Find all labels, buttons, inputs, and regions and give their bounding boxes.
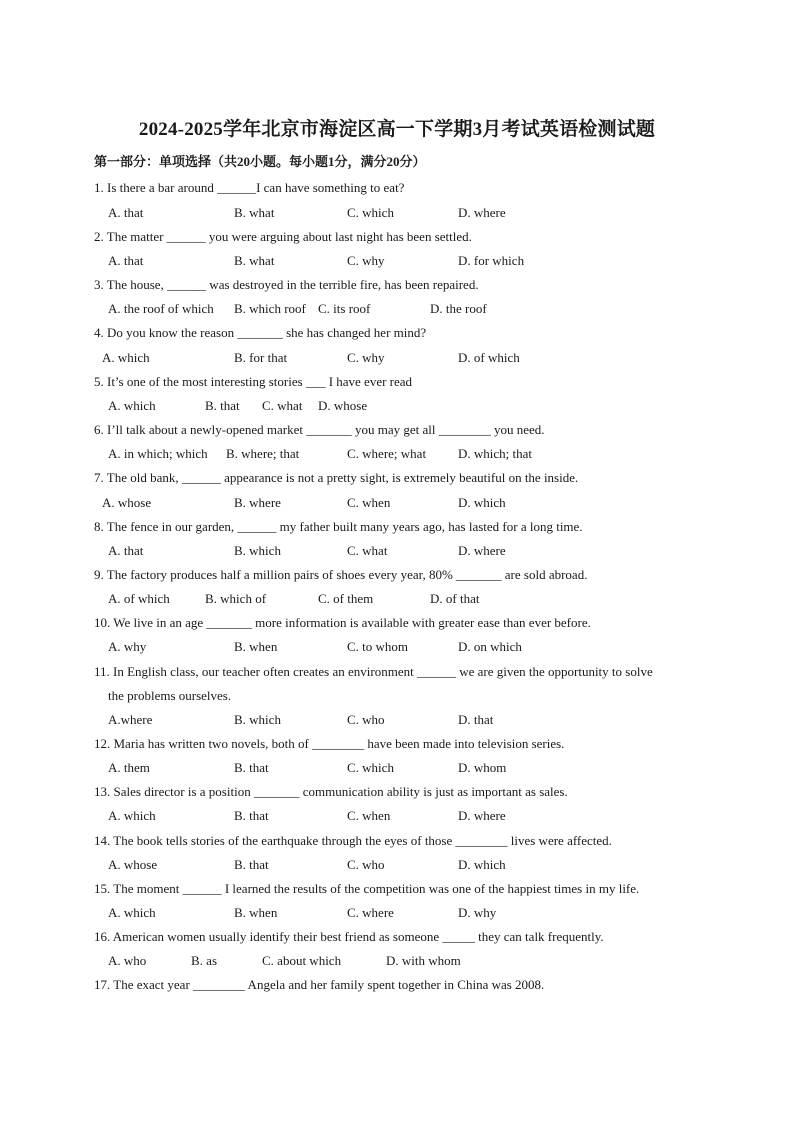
q6-option-c: C. where; what — [347, 446, 427, 461]
q13-option-c: C. when — [347, 808, 391, 823]
q5-option-d: D. whose — [318, 398, 368, 413]
q15-option-a: A. which — [108, 905, 156, 920]
q14-option-a: A. whose — [108, 857, 158, 872]
q10-option-a: A. why — [108, 639, 147, 654]
question-8-stem: 8. The fence in our garden, ______ my father built many years ago, has lasted for a long time. — [94, 519, 583, 534]
question-7-stem: 7. The old bank, ______ appearance is not a pretty sight, is extremely beautiful on the inside. — [94, 470, 579, 485]
question-14-stem: 14. The book tells stories of the earthquake through the eyes of those ________ lives were affected. — [94, 833, 612, 848]
q2-option-a: A. that — [108, 253, 144, 268]
q13-option-d: D. where — [458, 808, 506, 823]
q9-option-a: A. of which — [108, 591, 170, 606]
q12-option-c: C. which — [347, 760, 394, 775]
question-2-stem: 2. The matter ______ you were arguing about last night has been settled. — [94, 229, 472, 244]
q16-option-d: D. with whom — [386, 953, 461, 968]
question-1-stem: 1. Is there a bar around ______I can have something to eat? — [94, 180, 405, 195]
q5-option-b: B. that — [205, 398, 240, 413]
q8-option-c: C. what — [347, 543, 388, 558]
question-5-stem: 5. It’s one of the most interesting stories ___ I have ever read — [94, 374, 413, 389]
q12-option-b: B. that — [234, 760, 269, 775]
question-6-stem: 6. I’ll talk about a newly-opened market _______ you may get all ________ you need. — [94, 422, 545, 437]
question-4-stem: 4. Do you know the reason _______ she has changed her mind? — [94, 325, 427, 340]
q10-option-c: C. to whom — [347, 639, 409, 654]
q7-option-c: C. when — [347, 495, 391, 510]
q3-option-d: D. the roof — [430, 301, 487, 316]
q8-option-a: A. that — [108, 543, 144, 558]
q11-option-d: D. that — [458, 712, 494, 727]
q3-option-a: A. the roof of which — [108, 301, 214, 316]
q5-option-a: A. which — [108, 398, 156, 413]
question-15-stem: 15. The moment ______ I learned the results of the competition was one of the happiest times in my life. — [94, 881, 640, 896]
q4-option-d: D. of which — [458, 350, 520, 365]
q2-option-d: D. for which — [458, 253, 525, 268]
q7-option-b: B. where — [234, 495, 281, 510]
section-heading: 第一部分：单项选择（共20小题。每小题1分，满分20分） — [94, 154, 426, 169]
q4-option-a: A. which — [102, 350, 150, 365]
q1-option-b: B. what — [234, 205, 275, 220]
q9-option-d: D. of that — [430, 591, 480, 606]
q6-option-d: D. which; that — [458, 446, 533, 461]
q15-option-c: C. where — [347, 905, 394, 920]
q15-option-b: B. when — [234, 905, 278, 920]
document-title: 2024-2025学年北京市海淀区高一下学期3月考试英语检测试题 — [138, 119, 656, 140]
q14-option-b: B. that — [234, 857, 269, 872]
q12-option-d: D. whom — [458, 760, 507, 775]
q10-option-d: D. on which — [458, 639, 522, 654]
q2-option-c: C. why — [347, 253, 385, 268]
q13-option-a: A. which — [108, 808, 156, 823]
q3-option-c: C. its roof — [318, 301, 371, 316]
q4-option-b: B. for that — [234, 350, 288, 365]
q2-option-b: B. what — [234, 253, 275, 268]
q16-option-b: B. as — [191, 953, 217, 968]
question-10-stem: 10. We live in an age _______ more information is available with greater ease than ever before. — [94, 615, 591, 630]
question-9-stem: 9. The factory produces half a million pairs of shoes every year, 80% _______ are sold abroad. — [94, 567, 588, 582]
q7-option-d: D. which — [458, 495, 506, 510]
q5-option-c: C. what — [262, 398, 303, 413]
q9-option-c: C. of them — [318, 591, 374, 606]
q11-option-a: A.where — [108, 712, 153, 727]
question-16-stem: 16. American women usually identify their best friend as someone _____ they can talk frequently. — [94, 929, 604, 944]
q16-option-a: A. who — [108, 953, 147, 968]
q14-option-d: D. which — [458, 857, 506, 872]
q6-option-a: A. in which; which — [108, 446, 208, 461]
q7-option-a: A. whose — [102, 495, 152, 510]
question-11-stem-continued: the problems ourselves. — [108, 688, 232, 703]
question-17-stem: 17. The exact year ________ Angela and her family spent together in China was 2008. — [94, 977, 545, 992]
q15-option-d: D. why — [458, 905, 497, 920]
q9-option-b: B. which of — [205, 591, 267, 606]
question-13-stem: 13. Sales director is a position _______ communication ability is just as important as sales. — [94, 784, 568, 799]
q11-option-b: B. which — [234, 712, 281, 727]
question-3-stem: 3. The house, ______ was destroyed in the terrible fire, has been repaired. — [94, 277, 479, 292]
q1-option-a: A. that — [108, 205, 144, 220]
q14-option-c: C. who — [347, 857, 385, 872]
q3-option-b: B. which roof — [234, 301, 306, 316]
q16-option-c: C. about which — [262, 953, 342, 968]
question-12-stem: 12. Maria has written two novels, both of ________ have been made into television series. — [94, 736, 565, 751]
q12-option-a: A. them — [108, 760, 150, 775]
q11-option-c: C. who — [347, 712, 385, 727]
q10-option-b: B. when — [234, 639, 278, 654]
q4-option-c: C. why — [347, 350, 385, 365]
q13-option-b: B. that — [234, 808, 269, 823]
q1-option-c: C. which — [347, 205, 394, 220]
q6-option-b: B. where; that — [226, 446, 300, 461]
q8-option-b: B. which — [234, 543, 281, 558]
q1-option-d: D. where — [458, 205, 506, 220]
question-11-stem: 11. In English class, our teacher often creates an environment ______ we are given the opportunity to solve — [94, 664, 653, 679]
q8-option-d: D. where — [458, 543, 506, 558]
